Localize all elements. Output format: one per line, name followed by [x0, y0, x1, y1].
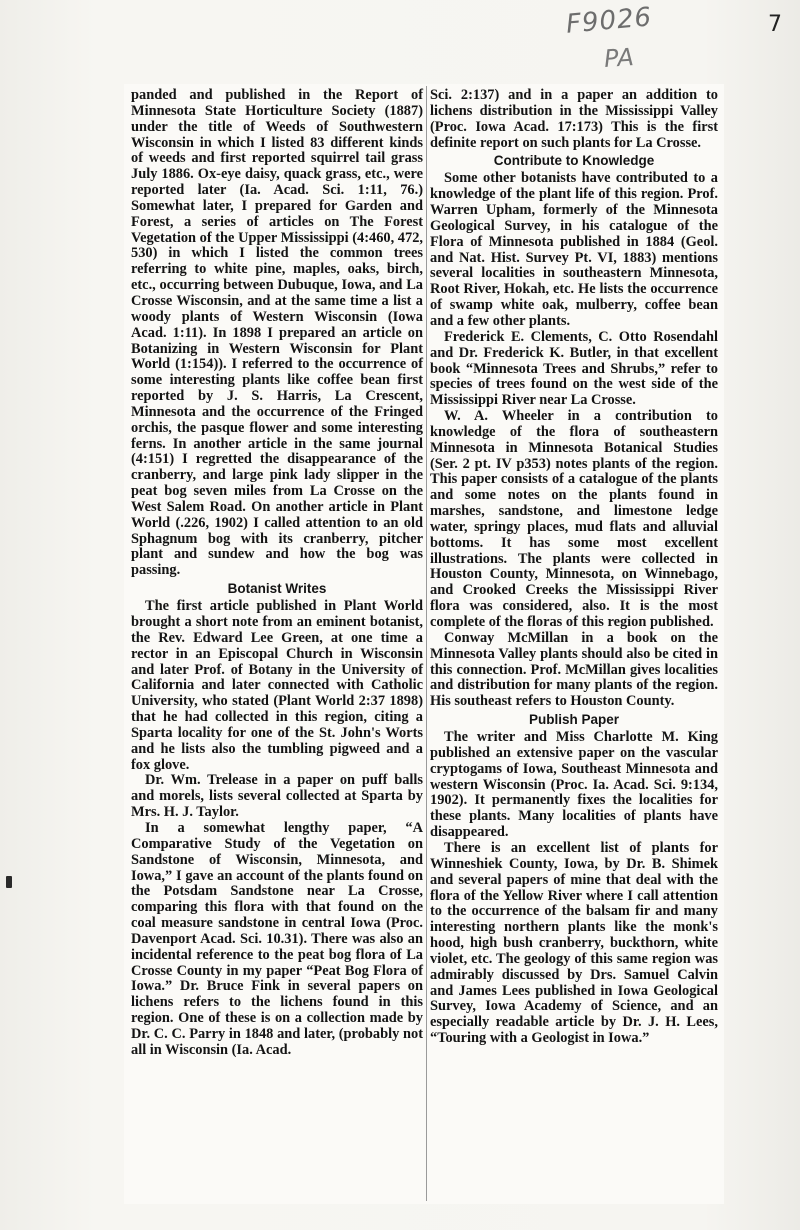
right-column [430, 88, 718, 1047]
margin-mark [6, 876, 12, 888]
section-heading-botanist-writes: Botanist Writes [227, 581, 327, 597]
column-divider [426, 86, 427, 1201]
paragraph: Conway McMillan in a book on the Minnesota Valley plants should also be cited in this connection. Prof. McMillan gives localities and distribution for many plants of the region. His southeast refers to Houston County. [430, 629, 718, 710]
paragraph: panded and published in the Report of Minnesota State Horticulture Society (1887) under the title of Weeds of Southwestern Wisconsin in which I listed 83 different kinds of weeds and first reported squirrel tail grass July 1886. Ox-eye daisy, quack grass, etc., were reported later (Ia. Acad. Sci. 1:11, 76.) Somewhat later, I prepared for Garden and Forest, a series of articles on The Forest Vegetation of the Upper Mississippi (4:460, 472, 530) in which I listed the common trees referring to white pine, maples, oaks, birch, etc., occurring between Dubuque, Iowa, and La Crosse Wisconsin, and at the same time a list a woody plants of Western Wisconsin (Iowa Acad. 1:11). In 1898 I prepared an article on Botanizing in Western Wisconsin for Plant World (1:154)). I referred to the occurrence of some interesting plants like coffee bean first reported by J. S. Harris, La Crescent, Minnesota and the occurrence of the Fringed orchis, the pasque flower and some interesting ferns. In another article in the same journal (4:151) I regretted the disappearance of the cranberry, and large pink lady slipper in the peat bog seven miles from La Crosse on the West Salem Road. On another article in Plant World (.226, 1902) I called attention to an old Sphagnum bog with its cranberry, pitcher plant and sundew and how the bog was passing. [131, 87, 423, 579]
section-heading-publish-paper: Publish Paper [528, 712, 620, 728]
paragraph: Frederick E. Clements, C. Otto Rosendahl and Dr. Frederick K. Butler, in that excellent book “Minnesota Trees and Shrubs,” refer to species of trees found on the west side of the Mississippi River near La Crosse. [430, 328, 718, 409]
left-column [131, 88, 423, 1059]
paragraph: The writer and Miss Charlotte M. King published an extensive paper on the vascular cryptogams of Iowa, Southeast Minnesota and western Wisconsin (Proc. Ia. Acad. Sci. 9:134, 1902). It permanently fixes the localities for these plants. Many localities of plants have disappeared. [430, 729, 718, 841]
archive-stamp: F9026 [564, 2, 654, 40]
paragraph: Some other botanists have contributed to a knowledge of the plant life of this region. Prof. Warren Upham, formerly of the Minnesota Geological Survey, in his catalogue of the Flora of Minnesota published in 1884 (Geol. and Nat. Hist. Survey Pt. VI, 1883) mentions several localities in southeastern Minnesota, Root River, Hokah, etc. He lists the occurrence of swamp white oak, mulberry, coffee bean and a few other plants. [430, 170, 718, 329]
page-number: 7 [768, 12, 782, 37]
paragraph: There is an excellent list of plants for Winneshiek County, Iowa, by Dr. B. Shimek and several papers of mine that deal with the flora of the Yellow River where I call attention to the occurrence of the balsam fir and many interesting northern plants like the monk's hood, high bush cranberry, buckthorn, white violet, etc. The geology of this same region was admirably discussed by Drs. Samuel Calvin and James Lees published in Iowa Geological Survey, Iowa Academy of Science, and an especially readable article by Dr. J. H. Lees, “Touring with a Geologist in Iowa.” [430, 839, 718, 1047]
section-heading-contribute-to-knowledge: Contribute to Knowledge [493, 153, 655, 169]
paragraph: In a somewhat lengthy paper, “A Comparative Study of the Vegetation on Sandstone of Wisconsin, Minnesota, and Iowa,” I gave an account of the plants found on the Potsdam Sandstone near La Crosse, comparing this flora with that found on the coal measure sandstone in central Iowa (Proc. Davenport Acad. Sci. 10.31). There was also an incidental reference to the peat bog flora of La Crosse County in my paper “Peat Bog Flora of Iowa.” Dr. Bruce Fink in several papers on lichens refers to the lichens found in this region. One of these is on a collection made by Dr. C. C. Parry in 1848 and later, (probably not all in Wisconsin (Ia. Acad. [131, 819, 423, 1058]
paragraph: Sci. 2:137) and in a paper an addition to lichens distribution in the Mississippi Valley (Proc. Iowa Acad. 17:173) This is the first definite report on such plants for La Crosse. [430, 87, 718, 151]
paragraph: W. A. Wheeler in a contribution to knowledge of the flora of southeastern Minnesota in Minnesota Botanical Studies (Ser. 2 pt. IV p353) notes plants of the region. This paper consists of a catalogue of the plants and some notes on the plants found in marshes, sandstone, and limestone ledge water, springy places, mud flats and alluvial bottoms. It has some most excellent illustrations. The plants were collected in Houston County, Minnesota, on Winnebago, and Crooked Creeks the Mississippi River flora was considered, also. It is the most complete of the floras of this region published. [430, 408, 718, 630]
paragraph: Dr. Wm. Trelease in a paper on puff balls and morels, lists several collected at Sparta by Mrs. H. J. Taylor. [131, 772, 423, 821]
paragraph: The first article published in Plant World brought a short note from an eminent botanist, the Rev. Edward Lee Green, at one time a rector in an Episcopal Church in Wisconsin and later Prof. of Botany in the University of California and later connected with Catholic University, who stated (Plant World 2:37 1898) that he had collected in this region, citing a Sparta locality for one of the St. John's Worts and he lists also the tumbling pigweed and a fox glove. [131, 598, 423, 773]
archive-stamp-sub: PA [603, 42, 635, 74]
